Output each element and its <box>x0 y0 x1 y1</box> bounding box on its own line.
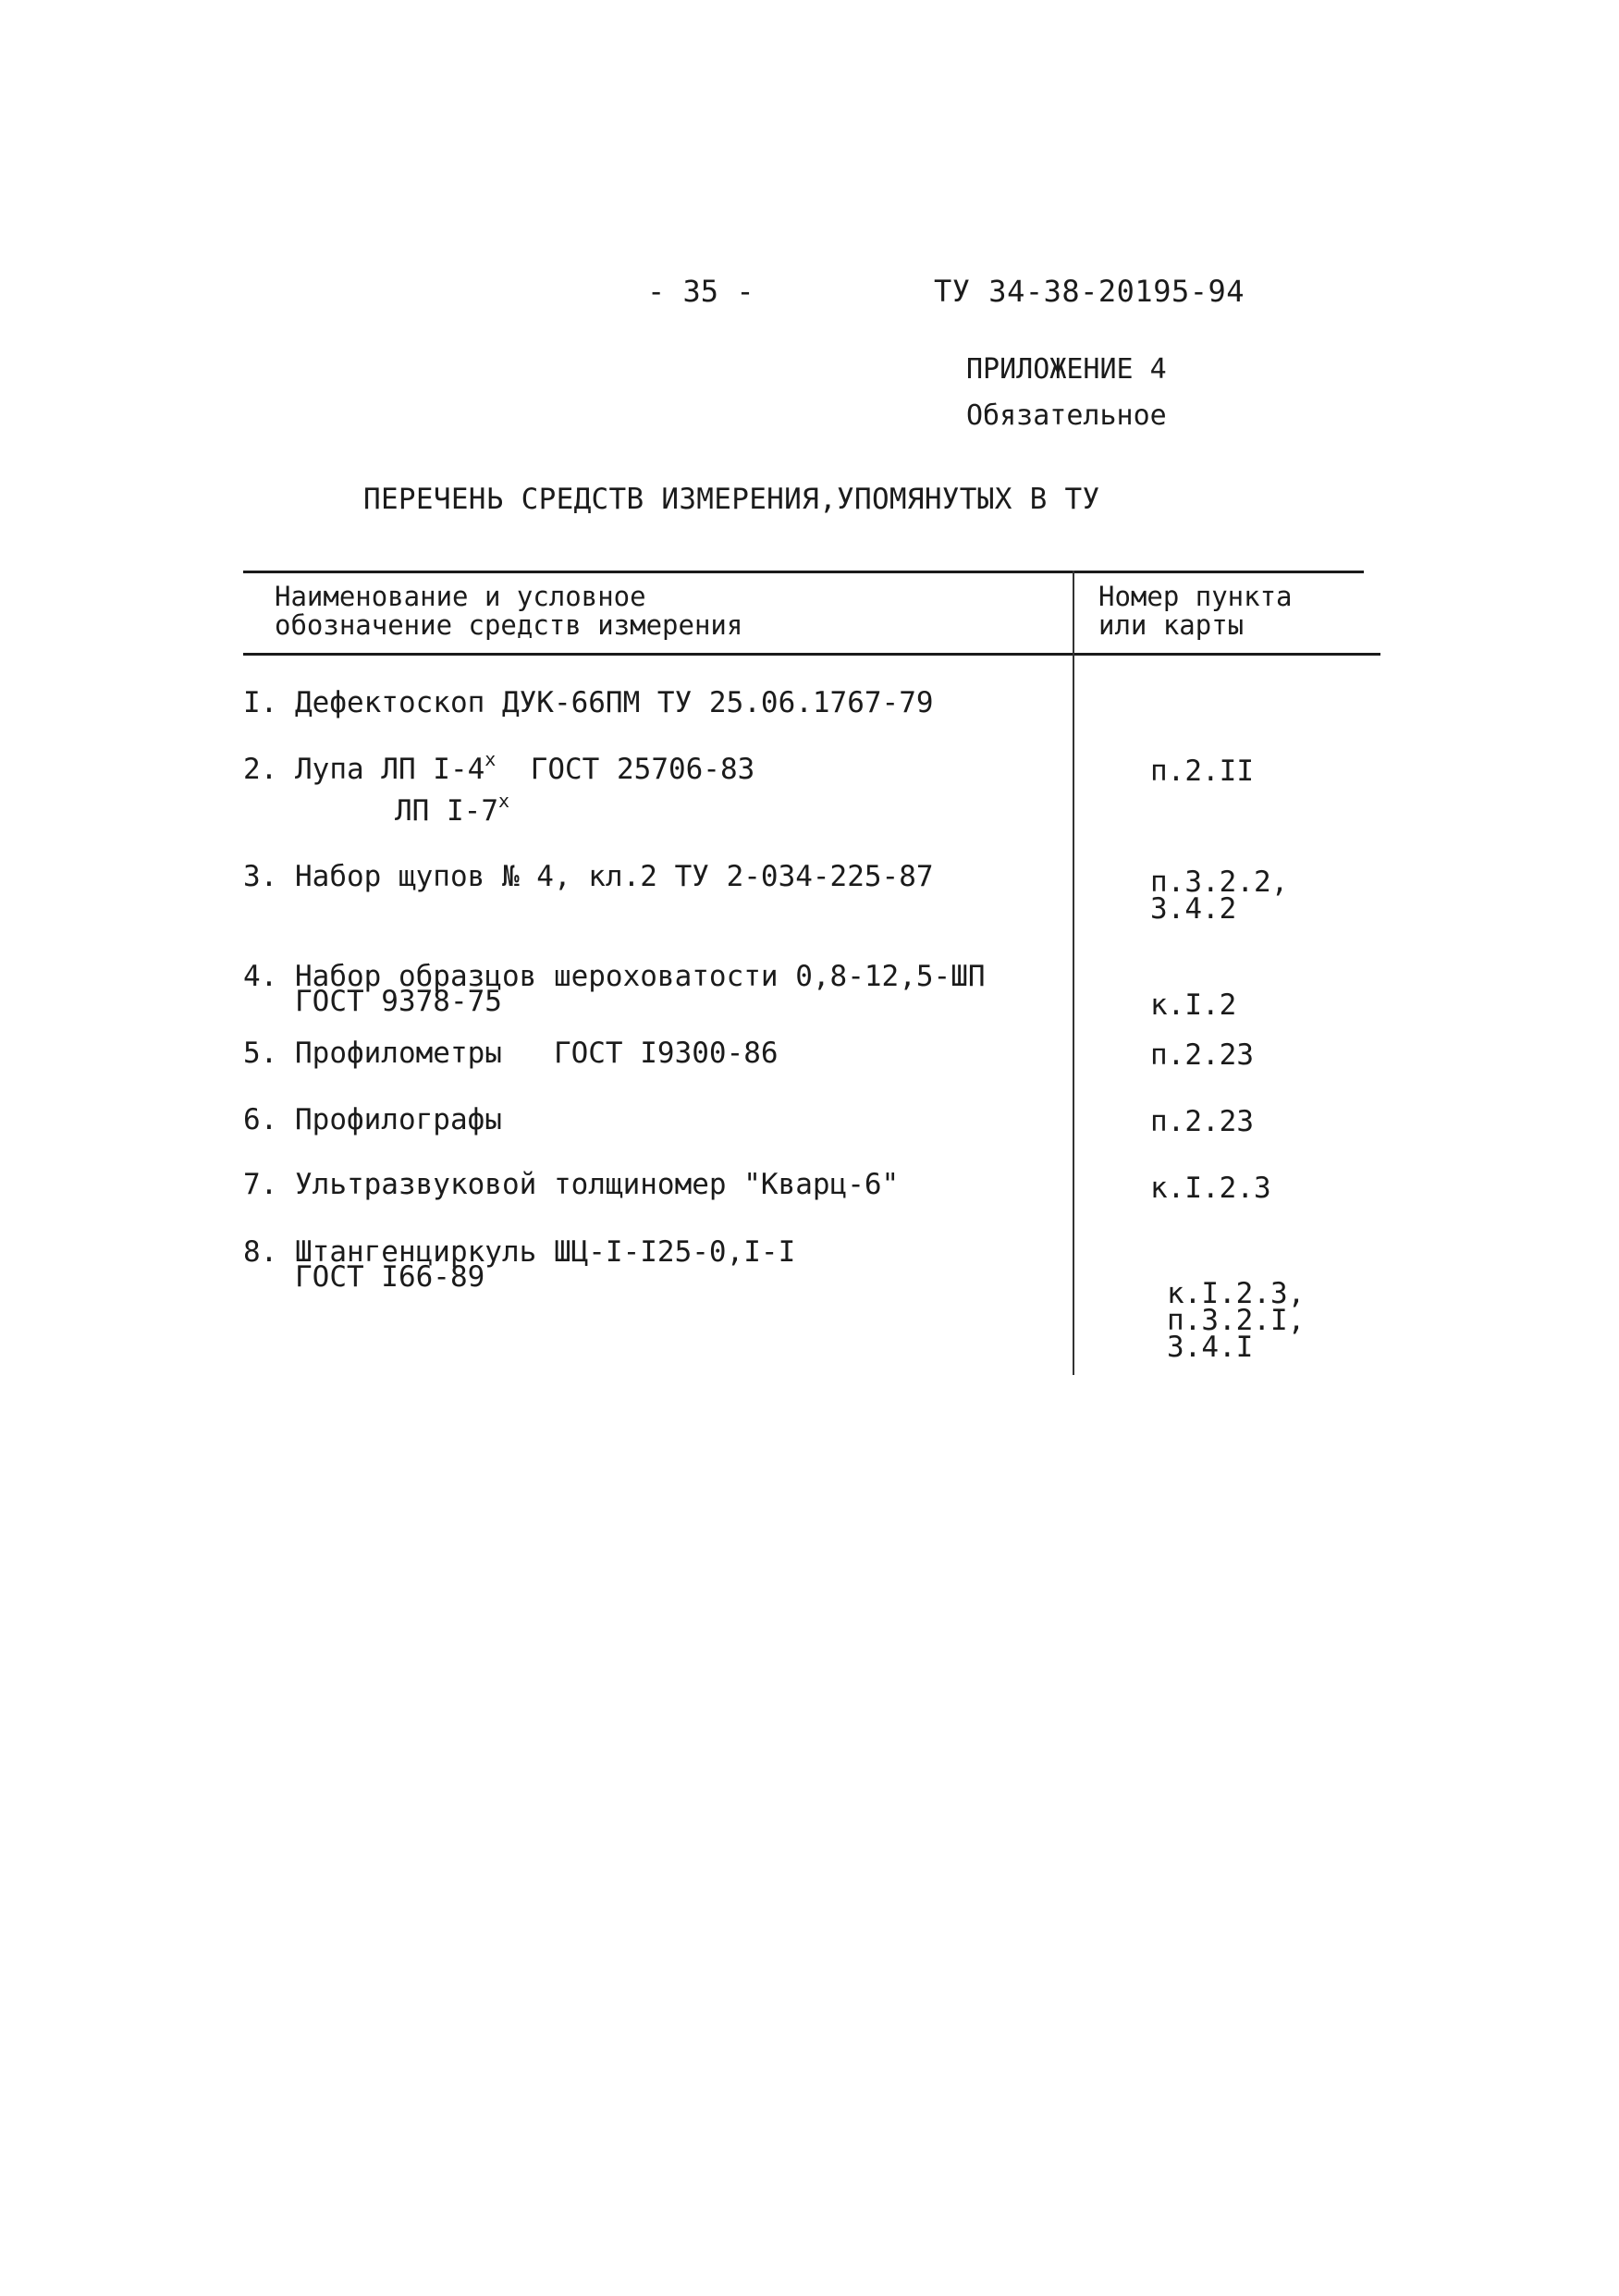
table-row-8-ref <box>1167 1277 1306 1364</box>
table-row-4-ref <box>1150 988 1237 1022</box>
row-7-name-line-1: 7. Ультразвуковой толщиномер "Кварц-6" <box>243 1168 900 1201</box>
table-row-2-name <box>243 748 755 828</box>
row-6-name-line-1: 6. Профилографы <box>243 1103 502 1136</box>
column-header-ref-line-1: Номер пункта <box>1098 581 1293 612</box>
column-header-name <box>275 583 742 640</box>
row-8-ref-line-2: п.3.2.I, <box>1167 1304 1306 1337</box>
row-2-name-line-2 <box>243 790 754 828</box>
table-row-3-name <box>243 862 934 892</box>
row-1-name-line-1: I. Дефектоскоп ДУК-66ПМ ТУ 25.06.1767-79 <box>243 686 934 719</box>
table-row-8-name <box>243 1237 795 1293</box>
row-3-name-line-1: 3. Набор щупов № 4, кл.2 ТУ 2-034-225-87 <box>243 860 934 893</box>
table-row-5-name <box>243 1038 779 1069</box>
table-row-4-name <box>243 962 986 1017</box>
row-2-name-main: 2. Лупа ЛП I-4 <box>243 753 485 786</box>
table-column-separator <box>1073 571 1074 1375</box>
row-3-ref-line-1: п.3.2.2, <box>1150 866 1289 899</box>
table-row-7-ref <box>1150 1172 1271 1205</box>
row-8-name-line-1: 8. Штангенциркуль ШЦ-I-I25-0,I-I <box>243 1235 796 1269</box>
row-2-ref-line-1: п.2.II <box>1150 755 1254 788</box>
column-header-name-line-1: Наименование и условное <box>275 581 646 612</box>
table-row-1-name <box>243 688 934 718</box>
table-top-rule <box>243 571 1364 573</box>
column-header-ref <box>1098 583 1293 640</box>
table-row-3-ref <box>1150 866 1289 926</box>
row-2-name-second: ЛП I-7 <box>395 794 498 828</box>
row-4-ref-line-1: к.I.2 <box>1150 988 1237 1022</box>
table-row-7-name <box>243 1170 899 1200</box>
row-7-ref-line-1: к.I.2.3 <box>1150 1172 1271 1205</box>
row-5-ref-line-1: п.2.23 <box>1150 1038 1254 1072</box>
row-2-superscript: х <box>484 748 497 770</box>
row-2-name-tail: ГОСТ 25706-83 <box>530 753 755 786</box>
table-header-rule <box>243 653 1380 656</box>
document-code: ТУ 34-38-20195-94 <box>934 274 1245 309</box>
page-number: - 35 - <box>647 274 754 309</box>
row-4-name-line-2: ГОСТ 9378-75 <box>243 985 502 1018</box>
row-6-ref-line-1: п.2.23 <box>1150 1105 1254 1138</box>
table-row-6-name <box>243 1105 502 1136</box>
row-8-ref-line-3: 3.4.I <box>1167 1331 1254 1364</box>
row-4-name-line-1: 4. Набор образцов шероховатости 0,8-12,5-ШП <box>243 960 986 993</box>
column-header-ref-line-2: или карты <box>1098 609 1245 641</box>
column-header-name-line-2: обозначение средств измерения <box>275 609 743 641</box>
row-2-name-line-1 <box>243 748 755 786</box>
row-2-superscript-2: х <box>497 790 510 812</box>
page-title: ПЕРЕЧЕНЬ СРЕДСТВ ИЗМЕРЕНИЯ,УПОМЯНУТЫХ В ТУ <box>363 483 1100 516</box>
table-row-6-ref <box>1150 1105 1254 1138</box>
appendix-label: ПРИЛОЖЕНИЕ 4 <box>966 353 1167 386</box>
table-row-2-ref <box>1150 755 1254 788</box>
table-row-5-ref <box>1150 1038 1254 1072</box>
row-5-name-line-1: 5. Профилометры ГОСТ I9300-86 <box>243 1037 779 1070</box>
row-8-ref-line-1: к.I.2.3, <box>1167 1277 1306 1310</box>
appendix-status: Обязательное <box>966 399 1167 432</box>
row-3-ref-line-2: 3.4.2 <box>1150 892 1237 926</box>
row-8-name-line-2: ГОСТ I66-89 <box>243 1260 485 1294</box>
